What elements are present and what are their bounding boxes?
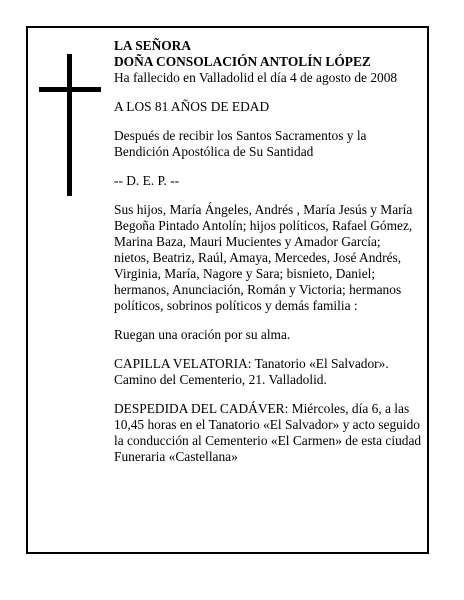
- spacer: [114, 86, 434, 99]
- death-announcement: Ha fallecido en Valladolid el día 4 de agosto de 2008: [114, 70, 398, 85]
- cross-icon-arm: [39, 87, 101, 92]
- family-line: Virginia, María, Nagore y Sara; bisnieto, Daniel;: [114, 266, 376, 281]
- deceased-name: DOÑA CONSOLACIÓN ANTOLÍN LÓPEZ: [114, 54, 371, 69]
- family-line: Sus hijos, María Ángeles, Andrés , María Jesús y María: [114, 202, 413, 217]
- sacraments-line: Bendición Apostólica de Su Santidad: [114, 144, 314, 159]
- family-line: Begoña Pintado Antolín; hijos políticos, Rafael Gómez,: [114, 218, 413, 233]
- farewell-line: 10,45 horas en el Tanatorio «El Salvador» y acto seguido: [114, 417, 420, 432]
- spacer: [114, 388, 434, 401]
- sacraments-line: Después de recibir los Santos Sacramentos y la: [114, 128, 367, 143]
- spacer: [114, 343, 434, 356]
- spacer: [114, 115, 434, 128]
- rip-line: -- D. E. P. --: [114, 173, 180, 188]
- chapel-line: Camino del Cementerio, 21. Valladolid.: [114, 372, 327, 387]
- cross-icon: [67, 54, 72, 196]
- spacer: [114, 314, 434, 327]
- funeral-home-line: Funeraria «Castellana»: [114, 449, 238, 464]
- family-line: Marina Baza, Mauri Mucientes y Amador García;: [114, 234, 381, 249]
- farewell-line: la conducción al Cementerio «El Carmen» de esta ciudad: [114, 433, 422, 448]
- family-line: hermanos, Anunciación, Román y Victoria; hermanos: [114, 282, 402, 297]
- chapel-line: CAPILLA VELATORIA: Tanatorio «El Salvador».: [114, 356, 389, 371]
- title-line: LA SEÑORA: [114, 38, 192, 53]
- spacer: [114, 160, 434, 173]
- prayer-line: Ruegan una oración por su alma.: [114, 327, 291, 342]
- family-line: nietos, Beatriz, Raúl, Amaya, Mercedes, José Andrés,: [114, 250, 402, 265]
- family-line: políticos, sobrinos políticos y demás familia :: [114, 298, 358, 313]
- age-line: A LOS 81 AÑOS DE EDAD: [114, 99, 270, 114]
- spacer: [114, 189, 434, 202]
- obituary-text: [114, 38, 434, 465]
- farewell-line: DESPEDIDA DEL CADÁVER: Miércoles, día 6, a las: [114, 401, 410, 416]
